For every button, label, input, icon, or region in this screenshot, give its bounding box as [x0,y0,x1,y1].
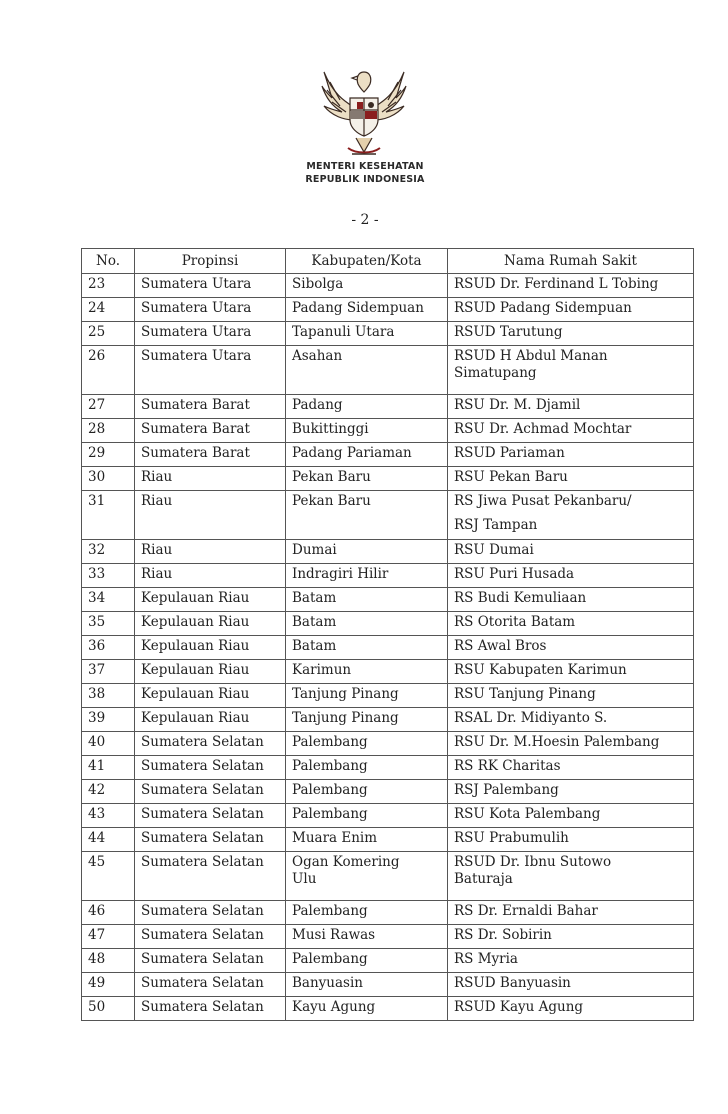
ministry-heading [290,160,440,186]
cell-no [82,828,135,852]
cell-propinsi-text: Kepulauan Riau [141,614,250,630]
cell-propinsi-text: Sumatera Selatan [141,951,264,967]
cell-kabupaten-text: Karimun [292,662,352,678]
cell-kabupaten [286,828,448,852]
table-row [82,467,694,491]
cell-kabupaten [286,660,448,684]
cell-propinsi-text: Riau [141,566,173,582]
cell-kabupaten-text: Batam [292,590,337,606]
cell-propinsi-text: Sumatera Selatan [141,927,264,943]
cell-kabupaten [286,708,448,732]
cell-kabupaten-text: Palembang [292,734,368,750]
table-row [82,852,694,901]
cell-kabupaten [286,684,448,708]
cell-kabupaten [286,395,448,419]
cell-kabupaten-text: Batam [292,614,337,630]
cell-kabupaten-text: Padang [292,397,343,413]
cell-no [82,925,135,949]
cell-propinsi-text: Riau [141,469,173,485]
cell-propinsi [135,588,286,612]
cell-kabupaten-text: Sibolga [292,276,344,292]
cell-rumah-sakit [448,732,694,756]
cell-no [82,467,135,491]
cell-no-text: 27 [88,397,106,413]
cell-no [82,973,135,997]
cell-propinsi [135,443,286,467]
cell-no-text: 31 [88,493,106,509]
cell-rumah-sakit [448,274,694,298]
cell-propinsi [135,684,286,708]
cell-kabupaten-text: Muara Enim [292,830,378,846]
cell-propinsi [135,491,286,540]
cell-no-text: 32 [88,542,106,558]
cell-kabupaten-text: Indragiri Hilir [292,566,389,582]
table-row [82,588,694,612]
table-row [82,901,694,925]
cell-propinsi-text: Sumatera Selatan [141,830,264,846]
cell-rumah-sakit [448,901,694,925]
cell-rumah-sakit-text: RS Otorita Batam [454,614,576,630]
cell-kabupaten [286,491,448,540]
cell-propinsi-text: Kepulauan Riau [141,662,250,678]
cell-rumah-sakit-text-line2: Simatupang [454,365,537,381]
cell-rumah-sakit [448,636,694,660]
cell-propinsi-text: Kepulauan Riau [141,686,250,702]
cell-propinsi-text: Sumatera Selatan [141,903,264,919]
cell-kabupaten-text: Padang Sidempuan [292,300,424,316]
cell-rumah-sakit-text: RSUD Banyuasin [454,975,571,991]
cell-no [82,756,135,780]
cell-rumah-sakit-text-line2: RSJ Tampan [454,517,538,533]
cell-no-text: 34 [88,590,106,606]
cell-propinsi [135,804,286,828]
cell-no-text: 35 [88,614,106,630]
cell-propinsi-text: Sumatera Barat [141,421,250,437]
cell-rumah-sakit-text: RSAL Dr. Midiyanto S. [454,710,608,726]
cell-no [82,346,135,395]
cell-no-text: 36 [88,638,106,654]
cell-no-text: 41 [88,758,106,774]
cell-rumah-sakit [448,780,694,804]
cell-no [82,852,135,901]
cell-no-text: 25 [88,324,106,340]
cell-propinsi [135,612,286,636]
cell-kabupaten [286,949,448,973]
cell-no-text: 42 [88,782,106,798]
cell-rumah-sakit [448,443,694,467]
cell-no-text: 37 [88,662,106,678]
cell-rumah-sakit-text: RSUD Dr. Ferdinand L Tobing [454,276,659,292]
cell-propinsi [135,901,286,925]
cell-propinsi [135,346,286,395]
ministry-title: MENTERI KESEHATAN [306,161,424,172]
cell-kabupaten-text: Palembang [292,782,368,798]
cell-propinsi [135,540,286,564]
cell-rumah-sakit-text: RSUD Dr. Ibnu Sutowo [454,854,612,870]
cell-kabupaten-text: Bukittinggi [292,421,369,437]
cell-no [82,732,135,756]
cell-no [82,901,135,925]
cell-no [82,443,135,467]
cell-no [82,780,135,804]
cell-kabupaten [286,564,448,588]
cell-rumah-sakit [448,564,694,588]
cell-kabupaten-text: Palembang [292,951,368,967]
cell-rumah-sakit-text: RS Myria [454,951,518,967]
cell-kabupaten-text: Musi Rawas [292,927,376,943]
cell-rumah-sakit [448,395,694,419]
cell-propinsi [135,660,286,684]
cell-propinsi [135,949,286,973]
cell-rumah-sakit [448,925,694,949]
cell-no-text: 47 [88,927,106,943]
cell-kabupaten [286,756,448,780]
cell-propinsi [135,298,286,322]
cell-propinsi [135,274,286,298]
cell-rumah-sakit [448,612,694,636]
cell-propinsi-text: Kepulauan Riau [141,638,250,654]
cell-no-text: 44 [88,830,106,846]
cell-no-text: 28 [88,421,106,437]
cell-propinsi [135,997,286,1021]
cell-rumah-sakit-text: RS Dr. Ernaldi Bahar [454,903,598,919]
cell-rumah-sakit [448,346,694,395]
cell-kabupaten [286,901,448,925]
cell-propinsi-text: Sumatera Selatan [141,782,264,798]
cell-kabupaten-text: Palembang [292,903,368,919]
cell-no-text: 26 [88,348,106,364]
cell-rumah-sakit-text: RS Awal Bros [454,638,547,654]
cell-rumah-sakit [448,540,694,564]
cell-rumah-sakit [448,419,694,443]
cell-kabupaten-text: Batam [292,638,337,654]
cell-kabupaten [286,804,448,828]
table-row [82,540,694,564]
cell-propinsi-text: Sumatera Selatan [141,758,264,774]
cell-kabupaten-text: Ogan Komering [292,854,400,870]
cell-rumah-sakit-text: RS RK Charitas [454,758,561,774]
cell-no-text: 40 [88,734,106,750]
table-row [82,949,694,973]
cell-rumah-sakit [448,588,694,612]
cell-kabupaten-text-line2: Ulu [292,871,317,887]
cell-kabupaten [286,612,448,636]
cell-no-text: 38 [88,686,106,702]
cell-rumah-sakit [448,997,694,1021]
cell-rumah-sakit [448,756,694,780]
cell-rumah-sakit-text: RSU Kabupaten Karimun [454,662,627,678]
cell-no-text: 33 [88,566,106,582]
cell-kabupaten [286,467,448,491]
table-row [82,708,694,732]
cell-rumah-sakit [448,467,694,491]
cell-no [82,491,135,540]
column-header-kabupaten: Kabupaten/Kota [286,249,448,274]
cell-kabupaten-text: Padang Pariaman [292,445,412,461]
cell-propinsi [135,467,286,491]
cell-no [82,660,135,684]
cell-kabupaten [286,540,448,564]
cell-rumah-sakit [448,298,694,322]
table-row [82,780,694,804]
cell-no-text: 24 [88,300,106,316]
cell-no [82,684,135,708]
table-row [82,804,694,828]
cell-no [82,322,135,346]
cell-propinsi-text: Sumatera Utara [141,324,252,340]
cell-propinsi [135,322,286,346]
table-row [82,419,694,443]
cell-rumah-sakit [448,949,694,973]
cell-no [82,540,135,564]
cell-propinsi [135,828,286,852]
cell-propinsi-text: Sumatera Selatan [141,999,264,1015]
cell-rumah-sakit-text: RSU Kota Palembang [454,806,601,822]
cell-no [82,949,135,973]
cell-propinsi [135,780,286,804]
cell-no [82,564,135,588]
cell-rumah-sakit [448,660,694,684]
cell-kabupaten-text: Pekan Baru [292,493,371,509]
cell-no-text: 39 [88,710,106,726]
column-header-no: No. [82,249,135,274]
table-row [82,298,694,322]
cell-rumah-sakit-text: RSU Dr. M.Hoesin Palembang [454,734,660,750]
cell-rumah-sakit-text: RS Budi Kemuliaan [454,590,587,606]
cell-kabupaten [286,973,448,997]
cell-propinsi [135,756,286,780]
table-row [82,636,694,660]
cell-propinsi-text: Riau [141,493,173,509]
cell-no-text: 43 [88,806,106,822]
cell-rumah-sakit [448,973,694,997]
cell-propinsi [135,708,286,732]
cell-rumah-sakit-text-line2: Baturaja [454,871,513,887]
table-row [82,274,694,298]
cell-no-text: 46 [88,903,106,919]
cell-kabupaten-text: Tanjung Pinang [292,686,399,702]
cell-rumah-sakit-text: RS Jiwa Pusat Pekanbaru/ [454,493,632,509]
cell-no-text: 45 [88,854,106,870]
cell-rumah-sakit-text: RSUD H Abdul Manan [454,348,608,364]
cell-propinsi-text: Sumatera Barat [141,397,250,413]
cell-kabupaten [286,780,448,804]
cell-no-text: 48 [88,951,106,967]
table-row [82,925,694,949]
table-row [82,684,694,708]
cell-rumah-sakit [448,804,694,828]
cell-rumah-sakit-text: RSU Dr. M. Djamil [454,397,581,413]
cell-kabupaten-text: Palembang [292,758,368,774]
cell-no [82,804,135,828]
cell-no [82,274,135,298]
cell-kabupaten-text: Dumai [292,542,337,558]
cell-no [82,588,135,612]
table-row [82,612,694,636]
cell-propinsi-text: Sumatera Barat [141,445,250,461]
cell-propinsi [135,564,286,588]
cell-rumah-sakit-text: RSUD Kayu Agung [454,999,584,1015]
cell-propinsi-text: Sumatera Utara [141,276,252,292]
table-row [82,756,694,780]
cell-kabupaten-text: Banyuasin [292,975,363,991]
cell-rumah-sakit-text: RSUD Padang Sidempuan [454,300,632,316]
column-header-rumah-sakit: Nama Rumah Sakit [448,249,694,274]
cell-propinsi-text: Sumatera Selatan [141,734,264,750]
cell-propinsi-text: Riau [141,542,173,558]
cell-rumah-sakit-text: RSU Prabumulih [454,830,569,846]
cell-no [82,419,135,443]
cell-no-text: 23 [88,276,106,292]
cell-kabupaten-text: Kayu Agung [292,999,376,1015]
cell-kabupaten [286,997,448,1021]
cell-no-text: 49 [88,975,106,991]
table-row [82,491,694,540]
garuda-emblem-icon [318,62,410,160]
cell-rumah-sakit-text: RSU Dumai [454,542,534,558]
table-row [82,322,694,346]
cell-rumah-sakit-text: RSU Pekan Baru [454,469,568,485]
table-row [82,564,694,588]
cell-no [82,395,135,419]
cell-no-text: 29 [88,445,106,461]
table-row [82,395,694,419]
cell-propinsi [135,973,286,997]
cell-propinsi [135,636,286,660]
cell-kabupaten [286,852,448,901]
cell-rumah-sakit-text: RSJ Palembang [454,782,559,798]
cell-kabupaten-text: Tanjung Pinang [292,710,399,726]
cell-kabupaten [286,298,448,322]
table-header-row [82,249,694,274]
cell-propinsi [135,732,286,756]
cell-propinsi-text: Sumatera Utara [141,300,252,316]
cell-rumah-sakit-text: RSUD Pariaman [454,445,565,461]
cell-rumah-sakit-text: RSU Puri Husada [454,566,575,582]
cell-propinsi-text: Kepulauan Riau [141,710,250,726]
cell-propinsi-text: Kepulauan Riau [141,590,250,606]
table-row [82,443,694,467]
cell-kabupaten-text: Tapanuli Utara [292,324,395,340]
cell-propinsi-text: Sumatera Selatan [141,806,264,822]
page-number: - 2 - [351,212,379,228]
hospital-table [81,248,694,1021]
cell-kabupaten [286,346,448,395]
table-row [82,828,694,852]
cell-rumah-sakit-text: RSUD Tarutung [454,324,563,340]
cell-rumah-sakit [448,828,694,852]
cell-rumah-sakit-text: RSU Tanjung Pinang [454,686,596,702]
cell-no [82,708,135,732]
cell-no-text: 30 [88,469,106,485]
cell-kabupaten [286,732,448,756]
cell-rumah-sakit [448,852,694,901]
cell-kabupaten [286,419,448,443]
cell-propinsi-text: Sumatera Utara [141,348,252,364]
ministry-country: REPUBLIK INDONESIA [305,174,425,185]
table-row [82,660,694,684]
cell-kabupaten-text: Palembang [292,806,368,822]
cell-propinsi [135,852,286,901]
table-row [82,997,694,1021]
table-row [82,346,694,395]
cell-kabupaten-text: Pekan Baru [292,469,371,485]
cell-rumah-sakit [448,491,694,540]
cell-kabupaten [286,274,448,298]
cell-rumah-sakit-text: RS Dr. Sobirin [454,927,552,943]
table-row [82,732,694,756]
cell-kabupaten [286,322,448,346]
cell-no [82,612,135,636]
cell-rumah-sakit [448,322,694,346]
cell-kabupaten [286,636,448,660]
cell-no-text: 50 [88,999,106,1015]
cell-propinsi [135,925,286,949]
cell-propinsi [135,419,286,443]
cell-propinsi-text: Sumatera Selatan [141,975,264,991]
cell-kabupaten [286,925,448,949]
cell-propinsi [135,395,286,419]
cell-rumah-sakit-text: RSU Dr. Achmad Mochtar [454,421,632,437]
cell-kabupaten [286,588,448,612]
cell-rumah-sakit [448,708,694,732]
column-header-propinsi: Propinsi [135,249,286,274]
cell-rumah-sakit [448,684,694,708]
cell-no [82,298,135,322]
table-row [82,973,694,997]
cell-kabupaten [286,443,448,467]
cell-no [82,997,135,1021]
cell-no [82,636,135,660]
cell-propinsi-text: Sumatera Selatan [141,854,264,870]
cell-kabupaten-text: Asahan [292,348,343,364]
